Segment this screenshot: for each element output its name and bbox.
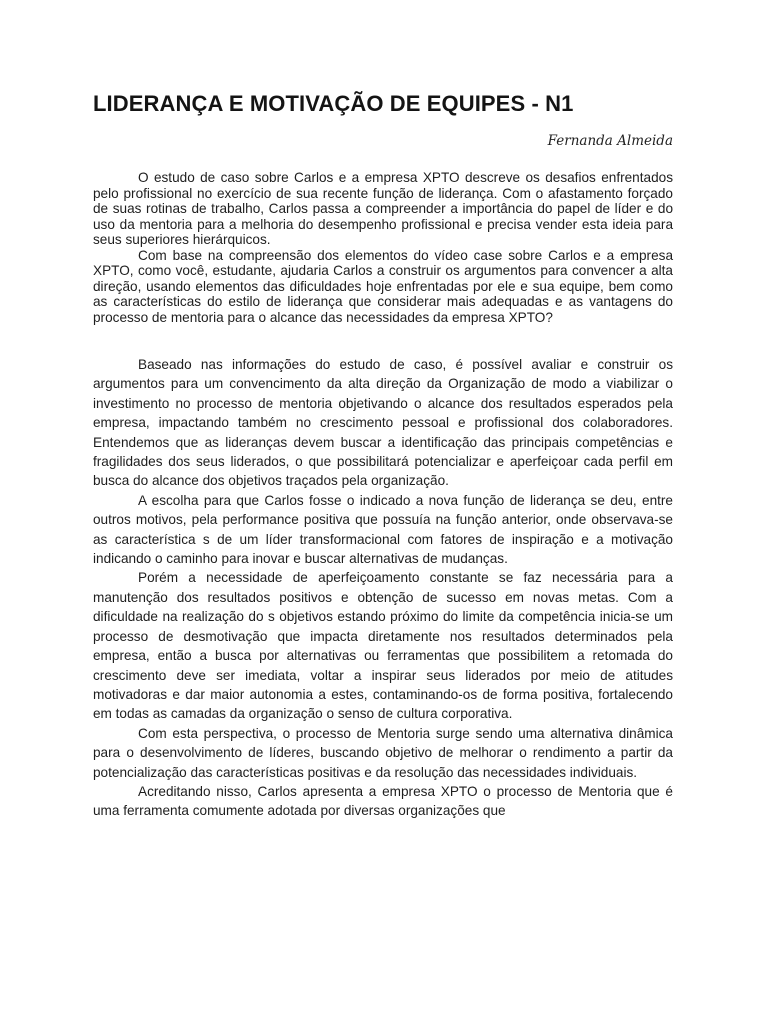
body-paragraph: Porém a necessidade de aperfeiçoamento constante se faz necessária para a manutenção dos resultados positivos e obtenção de sucesso em novas metas. Com a dificuldade na realização do s objetivos estando próximo do limite da competência inicia-se um processo de desmotivação que impacta diretamente nos resultados determinados pela empresa, então a busca por alternativas ou ferramentas que possibilitem a retomada do crescimento deve ser imediata, voltar a inspirar seus liderados por meio de atitudes motivadoras e dar maior autonomia a estes, contaminando-os de forma positiva, fortalecendo em todas as camadas da organização o senso de cultura corporativa. (93, 570, 673, 722)
intro-paragraph: O estudo de caso sobre Carlos e a empresa XPTO descreve os desafios enfrentados pelo profissional no exercício de sua recente função de liderança. Com o afastamento forçado de suas rotinas de trabalho, Carlos passa a compreender a importância do papel de líder e do uso da mentoria para a melhoria do desempenho profissional e precisa vender esta ideia para seus superiores hierárquicos. (93, 170, 673, 247)
document-title: LIDERANÇA E MOTIVAÇÃO DE EQUIPES - N1 (93, 91, 574, 116)
body-paragraph: A escolha para que Carlos fosse o indicado a nova função de liderança se deu, entre outros motivos, pela performance positiva que possuía na função anterior, onde observava-se as característica s de um líder transformacional com fatores de inspiração e a motivação indicando o caminho para inovar e buscar alternativas de mudanças. (93, 492, 673, 567)
intro-paragraph: Com base na compreensão dos elementos do vídeo case sobre Carlos e a empresa XPTO, como você, estudante, ajudaria Carlos a construir os argumentos para convencer a alta direção, usando elementos das dificuldades hoje enfrentadas por ele e sua equipe, bem como as características do estilo de liderança que considerar mais adequadas e as vantagens do processo de mentoria para o alcance das necessidades da empresa XPTO? (93, 247, 673, 325)
document-page (93, 88, 673, 821)
author-name: Fernanda Almeida (547, 133, 673, 149)
body-paragraph: Com esta perspectiva, o processo de Mentoria surge sendo uma alternativa dinâmica para o desenvolvimento de líderes, buscando objetivo de melhorar o rendimento a partir da potencialização das características positivas e da resolução das necessidades individuais. (93, 725, 673, 780)
body-paragraph: Baseado nas informações do estudo de caso, é possível avaliar e construir os argumentos para um convencimento da alta direção da Organização de modo a viabilizar o investimento no processo de mentoria objetivando o alcance dos resultados esperados pela empresa, impactando também no crescimento pessoal e profissional dos colaboradores. Entendemos que as lideranças devem buscar a identificação das principais competências e fragilidades dos seus liderados, o que possibilitará potencializar e aperfeiçoar cada perfil em busca do alcance dos objetivos traçados pela organização. (93, 357, 673, 489)
case-question (93, 170, 673, 325)
body-paragraph: Acreditando nisso, Carlos apresenta a empresa XPTO o processo de Mentoria que é uma ferramenta comumente adotada por diversas organizações que (93, 783, 673, 819)
answer-text (93, 355, 673, 821)
